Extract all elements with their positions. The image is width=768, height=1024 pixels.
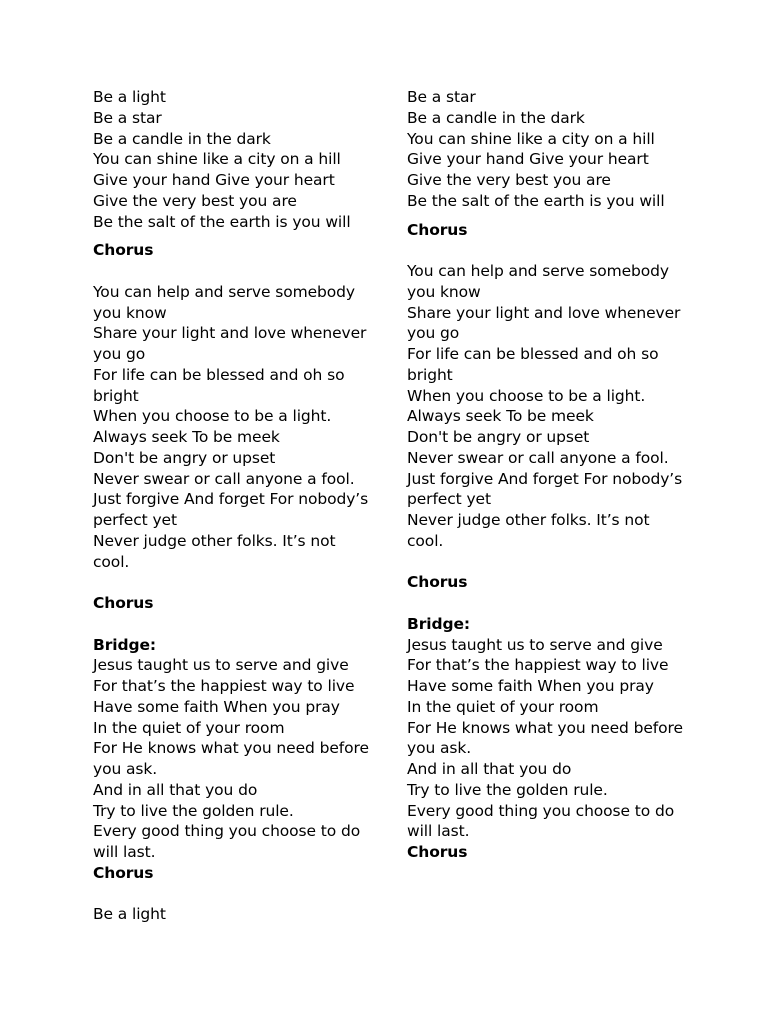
lyric-line: Just forgive And forget For nobody’s <box>93 490 369 509</box>
verse-1-block <box>93 87 368 232</box>
spacer <box>407 212 682 220</box>
lyric-line: When you choose to be a light. <box>407 386 646 405</box>
lyric-line: Give the very best you are <box>407 171 611 189</box>
bridge-heading: Bridge: <box>93 635 156 654</box>
verse-2-block <box>407 261 682 552</box>
lyric-line: Be the salt of the earth is you will <box>407 191 665 210</box>
lyric-line: You can shine like a city on a hill <box>93 150 341 169</box>
bridge-heading: Bridge: <box>407 614 470 633</box>
lyric-line: And in all that you do <box>407 760 572 778</box>
lyric-line: Jesus taught us to serve and give <box>93 656 349 675</box>
verse-1-block <box>407 87 682 212</box>
lyric-line: Give the very best you are <box>93 191 297 210</box>
lyric-line: Share your light and love whenever <box>93 324 367 343</box>
lyric-line: Just forgive And forget For nobody’s <box>407 469 683 488</box>
lyric-line: you ask. <box>93 760 158 778</box>
chorus-heading: Chorus <box>407 573 468 592</box>
lyric-line: In the quiet of your room <box>407 697 599 716</box>
lyric-line: Be a candle in the dark <box>407 108 585 127</box>
lyric-line: Try to live the golden rule. <box>407 780 608 799</box>
lyric-line: perfect yet <box>93 511 177 529</box>
lyric-line: Don't be angry or upset <box>407 428 590 446</box>
lyric-line: will last. <box>407 822 470 841</box>
lyric-line: Every good thing you choose to do <box>407 801 675 820</box>
lyric-line: Try to live the golden rule. <box>93 801 294 820</box>
lyric-line: For that’s the happiest way to live <box>93 677 355 695</box>
lyric-line: Never judge other folks. It’s not <box>407 511 650 529</box>
spacer <box>93 614 368 635</box>
lyric-line: When you choose to be a light. <box>93 407 332 426</box>
spacer <box>93 232 368 240</box>
lyric-line: You can help and serve somebody <box>93 282 355 301</box>
lyric-line: Be a light <box>93 88 166 106</box>
lyric-line: You can help and serve somebody <box>407 262 669 280</box>
spacer <box>407 593 682 614</box>
lyric-line: For He knows what you need before <box>93 739 369 758</box>
lyric-line: will last. <box>93 843 156 861</box>
lyric-line: Give your hand Give your heart <box>93 171 335 189</box>
lyric-line: you know <box>93 303 167 322</box>
lyric-line: cool. <box>407 531 444 550</box>
lyric-line: you ask. <box>407 739 472 758</box>
bridge-block <box>93 655 368 863</box>
lyric-line: For life can be blessed and oh so <box>407 345 659 363</box>
lyric-line: Jesus taught us to serve and give <box>407 635 663 654</box>
lyric-line: Don't be angry or upset <box>93 448 276 467</box>
lyric-line: Be a star <box>407 88 476 106</box>
verse-2-block <box>93 282 368 573</box>
lyric-line: Be a candle in the dark <box>93 129 271 148</box>
lyric-line: In the quiet of your room <box>93 718 285 737</box>
chorus-heading: Chorus <box>93 594 154 612</box>
lyric-line: For that’s the happiest way to live <box>407 656 669 675</box>
spacer <box>93 572 368 593</box>
lyric-line: Always seek To be meek <box>93 428 280 446</box>
lyric-line: And in all that you do <box>93 780 258 799</box>
lyric-line: bright <box>407 365 453 384</box>
lyric-line: You can shine like a city on a hill <box>407 129 655 148</box>
lyric-line: you go <box>93 345 146 363</box>
lyric-line: you know <box>407 282 481 301</box>
lyric-line: you go <box>407 324 460 343</box>
lyric-line: Be a star <box>93 108 162 127</box>
chorus-heading: Chorus <box>93 241 154 260</box>
chorus-heading: Chorus <box>93 863 154 882</box>
lyric-line: Always seek To be meek <box>407 407 594 426</box>
lyric-line: cool. <box>93 552 130 571</box>
lyric-line: Give your hand Give your heart <box>407 150 649 169</box>
left-column <box>93 87 368 925</box>
spacer <box>93 261 368 282</box>
lyric-line: Never swear or call anyone a fool. <box>93 469 355 488</box>
lyric-line: Be the salt of the earth is you will <box>93 212 351 231</box>
lyric-line: Have some faith When you pray <box>407 677 654 695</box>
chorus-heading: Chorus <box>407 220 468 239</box>
spacer <box>407 240 682 261</box>
right-column <box>407 87 682 863</box>
lyric-line: Never swear or call anyone a fool. <box>407 448 669 467</box>
lyric-line: bright <box>93 386 139 405</box>
lyric-line: Be a light <box>93 905 166 924</box>
lyric-line: Never judge other folks. It’s not <box>93 531 336 550</box>
lyric-line: For He knows what you need before <box>407 718 683 737</box>
lyric-line: Have some faith When you pray <box>93 697 340 716</box>
spacer <box>407 552 682 573</box>
bridge-block <box>407 635 682 843</box>
lyric-line: Every good thing you choose to do <box>93 822 361 841</box>
lyric-line: For life can be blessed and oh so <box>93 365 345 384</box>
lyric-line: perfect yet <box>407 490 491 509</box>
spacer <box>93 884 368 905</box>
chorus-heading: Chorus <box>407 843 468 861</box>
lyric-line: Share your light and love whenever <box>407 303 681 322</box>
